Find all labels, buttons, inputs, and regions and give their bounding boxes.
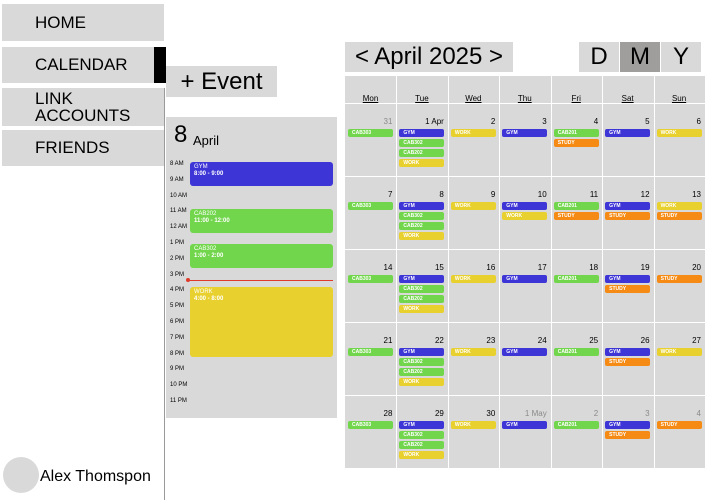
day-cell-date: 3 [542, 117, 547, 126]
event-name: CAB202 [194, 211, 217, 217]
hour-label: 10 AM [170, 192, 188, 199]
nav-link-accounts-button[interactable] [2, 88, 164, 126]
hour-label: 4 PM [170, 287, 185, 294]
hour-label: 9 PM [170, 366, 185, 373]
day-cell-date: 13 [692, 190, 701, 199]
day-cell-date: 18 [589, 263, 599, 272]
event-chip[interactable]: CAB201 [554, 202, 599, 210]
event-chip[interactable]: CAB303 [348, 129, 393, 137]
event-time: 4:00 - 8:00 [194, 296, 224, 302]
day-event-cab302[interactable] [190, 244, 333, 268]
hour-label: 10 PM [170, 382, 188, 389]
event-chip[interactable]: WORK [451, 129, 496, 137]
weekday-header: Sat [621, 94, 634, 103]
day-cell-date: 10 [537, 190, 547, 199]
day-cell-date: 25 [589, 336, 599, 345]
nav-calendar-label: CALENDAR [35, 55, 128, 74]
sidebar-divider [164, 88, 165, 500]
weekday-header: Thu [517, 94, 532, 103]
event-chip[interactable]: GYM [502, 421, 547, 429]
event-chip[interactable]: WORK [399, 378, 444, 386]
day-cell-date: 1 May [524, 409, 547, 418]
event-chip[interactable]: WORK [502, 212, 547, 220]
event-chip[interactable]: WORK [657, 348, 702, 356]
event-chip[interactable]: GYM [399, 275, 444, 283]
day-cell-date: 9 [490, 190, 496, 199]
event-name: GYM [194, 164, 208, 170]
event-chip[interactable]: GYM [605, 348, 650, 356]
hour-label: 1 PM [170, 240, 185, 246]
day-cell[interactable] [448, 395, 499, 468]
month-title[interactable]: < April 2025 > [345, 42, 513, 72]
day-cell[interactable] [448, 176, 499, 249]
event-time: 1:00 - 2:00 [194, 253, 224, 259]
day-cell[interactable] [345, 249, 396, 322]
day-cell-date: 19 [640, 263, 650, 272]
event-chip[interactable]: CAB202 [399, 368, 444, 376]
event-chip[interactable]: CAB303 [348, 202, 393, 210]
view-year-button[interactable]: Y [661, 42, 701, 72]
day-cell-date: 22 [434, 336, 444, 345]
hour-label: 8 AM [170, 161, 184, 167]
day-cell[interactable] [602, 103, 653, 176]
event-chip[interactable]: CAB302 [399, 139, 444, 147]
day-cell[interactable] [448, 322, 499, 395]
event-chip[interactable]: WORK [399, 232, 444, 240]
event-chip[interactable]: GYM [399, 202, 444, 210]
event-name: CAB302 [194, 246, 217, 252]
hour-label: 2 PM [170, 255, 185, 262]
event-chip[interactable]: STUDY [657, 421, 702, 429]
event-chip[interactable]: GYM [399, 348, 444, 356]
event-chip[interactable]: STUDY [657, 275, 702, 283]
day-cell-date: 29 [434, 409, 444, 418]
day-cell-date: 20 [692, 263, 701, 272]
event-chip[interactable]: WORK [657, 129, 702, 137]
weekday-header: Wed [465, 94, 482, 103]
event-chip[interactable]: GYM [605, 421, 650, 429]
day-cell[interactable] [345, 322, 396, 395]
event-chip[interactable]: CAB303 [348, 275, 393, 283]
day-cell[interactable] [654, 395, 705, 468]
event-chip[interactable]: STUDY [657, 212, 702, 220]
event-chip[interactable]: STUDY [554, 212, 599, 220]
day-cell-date: 11 [589, 190, 599, 199]
day-cell[interactable] [499, 395, 550, 468]
day-cell-date: 28 [383, 409, 393, 418]
event-chip[interactable]: STUDY [605, 431, 650, 439]
avatar[interactable] [3, 457, 39, 493]
event-chip[interactable]: WORK [399, 451, 444, 459]
day-cell-date: 30 [486, 409, 496, 418]
nav-home-button[interactable] [2, 4, 164, 41]
event-chip[interactable]: STUDY [554, 139, 599, 147]
event-chip[interactable]: STUDY [605, 285, 650, 293]
add-event-button[interactable]: + Event [166, 66, 277, 97]
event-chip[interactable]: GYM [502, 129, 547, 137]
day-cell-date: 16 [486, 263, 496, 272]
hour-label: 5 PM [170, 303, 185, 310]
day-cell[interactable] [499, 103, 550, 176]
day-cell[interactable] [448, 103, 499, 176]
day-event-gym[interactable] [190, 162, 333, 186]
day-cell-date: 1 Apr [425, 117, 444, 126]
day-cell-date: 2 [490, 117, 496, 126]
day-cell[interactable] [551, 322, 602, 395]
hour-label: 6 PM [170, 319, 185, 325]
weekday-header: Fri [571, 94, 581, 103]
event-chip[interactable]: GYM [605, 129, 650, 137]
view-day-button[interactable]: D [579, 42, 619, 72]
day-cell-date: 23 [486, 336, 496, 345]
hour-label: 11 AM [170, 208, 187, 215]
event-chip[interactable]: CAB302 [399, 285, 444, 293]
event-chip[interactable]: WORK [399, 305, 444, 313]
event-chip[interactable]: CAB302 [399, 431, 444, 439]
event-chip[interactable]: WORK [657, 202, 702, 210]
hour-label: 8 PM [170, 350, 185, 357]
event-chip[interactable]: GYM [399, 129, 444, 137]
event-chip[interactable]: WORK [451, 202, 496, 210]
view-month-button[interactable]: M [620, 42, 660, 72]
day-cell[interactable] [345, 103, 396, 176]
event-chip[interactable]: CAB201 [554, 421, 599, 429]
day-cell[interactable] [551, 395, 602, 468]
event-chip[interactable]: GYM [502, 202, 547, 210]
hour-label: 7 PM [170, 334, 185, 341]
day-cell-date: 12 [640, 190, 650, 199]
nav-friends-label: FRIENDS [35, 138, 110, 157]
event-time: 11:00 - 12:00 [194, 218, 230, 224]
day-cell-date: 15 [434, 263, 444, 272]
event-chip[interactable]: WORK [451, 421, 496, 429]
nav-friends-button[interactable] [2, 130, 164, 166]
event-name: WORK [194, 289, 213, 295]
event-chip[interactable]: GYM [605, 275, 650, 283]
day-cell-date: 21 [383, 336, 393, 345]
day-cell[interactable] [654, 322, 705, 395]
event-chip[interactable]: GYM [502, 275, 547, 283]
day-cell[interactable] [499, 322, 550, 395]
hour-label: 11 PM [170, 398, 187, 404]
hour-label: 3 PM [170, 271, 185, 278]
day-cell-date: 17 [537, 263, 547, 272]
event-chip[interactable]: CAB302 [399, 212, 444, 220]
day-cell[interactable] [345, 395, 396, 468]
weekday-header: Mon [362, 94, 379, 103]
nav-calendar-button[interactable] [2, 47, 164, 83]
event-chip[interactable]: GYM [399, 421, 444, 429]
active-nav-indicator [154, 47, 166, 83]
day-cell-date: 8 [439, 190, 444, 199]
day-cell[interactable] [448, 249, 499, 322]
event-chip[interactable]: CAB202 [399, 149, 444, 157]
day-cell-date: 26 [640, 336, 650, 345]
event-chip[interactable]: CAB202 [399, 441, 444, 449]
day-cell-date: 27 [692, 336, 701, 345]
event-chip[interactable]: GYM [502, 348, 547, 356]
day-cell-date: 7 [387, 190, 393, 199]
day-cell-date: 31 [383, 117, 393, 126]
day-cell[interactable] [499, 249, 550, 322]
nav-link-accounts-label: LINK ACCOUNTS [35, 89, 131, 125]
day-cell-date: 2 [593, 409, 599, 418]
day-cell-date: 4 [696, 409, 701, 418]
event-chip[interactable]: STUDY [605, 358, 650, 366]
event-chip[interactable]: STUDY [605, 212, 650, 220]
event-chip[interactable]: CAB303 [348, 348, 393, 356]
event-chip[interactable]: CAB201 [554, 129, 599, 137]
event-chip[interactable]: WORK [451, 275, 496, 283]
day-cell-date: 3 [645, 409, 650, 418]
day-event-work[interactable] [190, 287, 333, 357]
user-name: Alex Thomspon [40, 468, 151, 485]
day-event-cab202[interactable] [190, 209, 333, 233]
event-chip[interactable]: CAB303 [348, 421, 393, 429]
day-cell-date: 4 [593, 117, 599, 126]
day-cell[interactable] [551, 249, 602, 322]
day-month: April [193, 133, 220, 148]
event-chip[interactable]: GYM [605, 202, 650, 210]
month-calendar-grid [345, 76, 705, 468]
hour-label: 12 AM [170, 224, 188, 231]
day-cell-date: 6 [696, 117, 701, 126]
event-chip[interactable]: WORK [399, 159, 444, 167]
day-cell-date: 24 [537, 336, 547, 345]
day-cell[interactable] [654, 249, 705, 322]
event-chip[interactable]: CAB201 [554, 275, 599, 283]
current-time-line [188, 280, 333, 281]
nav-home-label: HOME [35, 12, 86, 32]
event-chip[interactable]: CAB201 [554, 348, 599, 356]
day-cell-date: 5 [645, 117, 650, 126]
hour-label: 9 AM [170, 176, 184, 183]
day-number: 8 [174, 121, 188, 148]
weekday-header: Tue [415, 94, 429, 103]
event-chip[interactable]: CAB202 [399, 222, 444, 230]
event-chip[interactable]: CAB202 [399, 295, 444, 303]
weekday-header: Sun [671, 94, 687, 103]
day-cell[interactable] [654, 103, 705, 176]
event-chip[interactable]: WORK [451, 348, 496, 356]
day-view-panel [166, 117, 337, 418]
day-cell-date: 14 [383, 263, 393, 272]
event-time: 8:00 - 9:00 [194, 171, 224, 177]
day-cell[interactable] [345, 176, 396, 249]
event-chip[interactable]: CAB302 [399, 358, 444, 366]
